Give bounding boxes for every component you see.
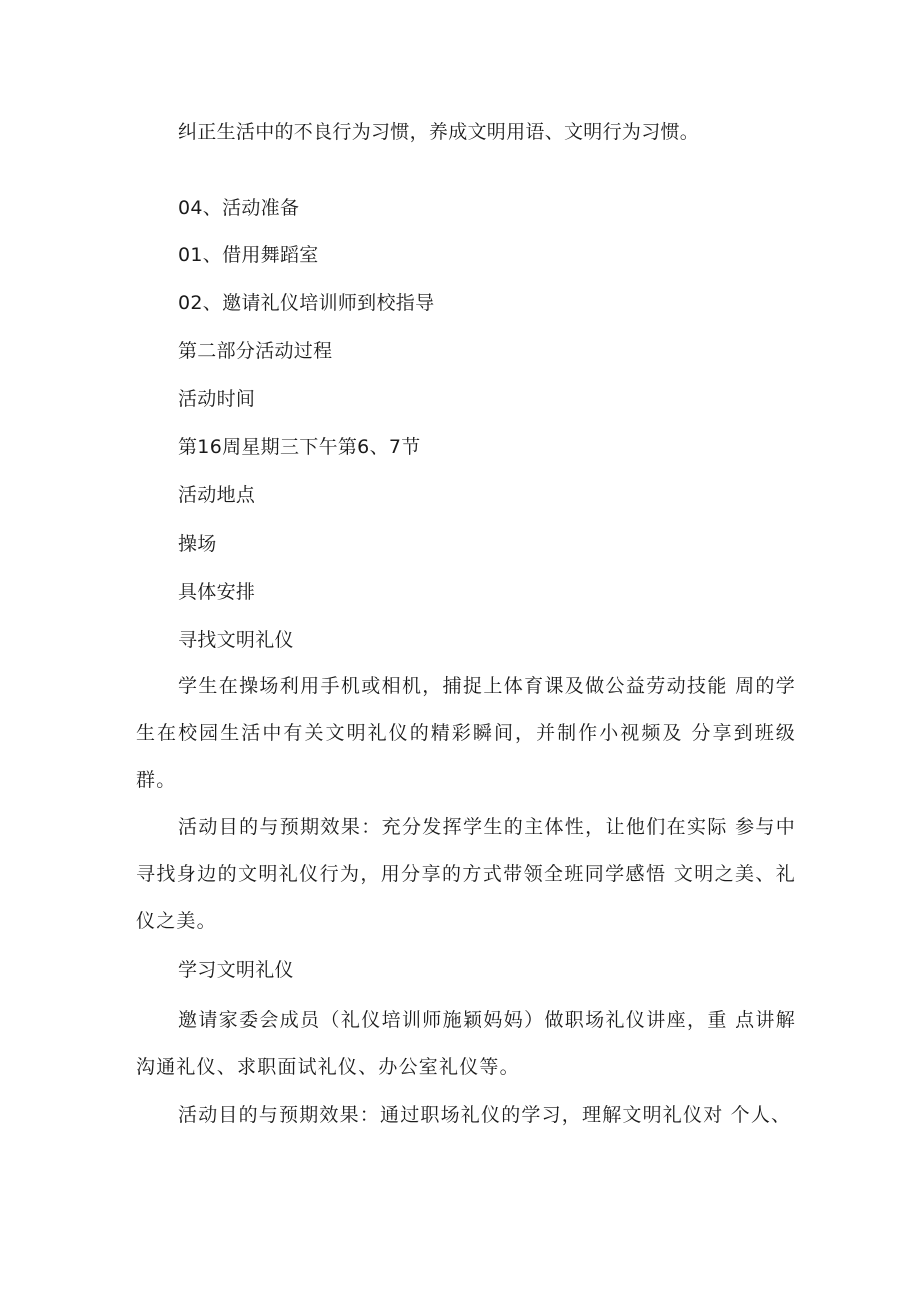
section-1-body: 学生在操场利用手机或相机，捕捉上体育课及做公益劳动技能 周的学生在校园生活中有关文明礼仪的精彩瞬间，并制作小视频及 分享到班级群。 [136, 675, 796, 791]
place-label: 活动地点 [178, 484, 256, 506]
section-1-goal: 活动目的与预期效果：充分发挥学生的主体性，让他们在实际 参与中寻找身边的文明礼仪行为，用分享的方式带领全班同学感悟 文明之美、礼仪之美。 [136, 816, 796, 932]
section-1-title: 寻找文明礼仪 [178, 629, 294, 651]
intro-line: 纠正生活中的不良行为习惯，养成文明用语、文明行为习惯。 [178, 121, 700, 143]
section-2-goal: 活动目的与预期效果：通过职场礼仪的学习，理解文明礼仪对 个人、 [178, 1104, 792, 1126]
section-2-body: 邀请家委会成员（礼仪培训师施颖妈妈）做职场礼仪讲座，重 点讲解沟通礼仪、求职面试礼仪、办公室礼仪等。 [136, 1009, 796, 1078]
section-2-title: 学习文明礼仪 [178, 959, 294, 981]
prep-item-2: 02、邀请礼仪培训师到校指导 [178, 292, 435, 314]
prep-item-1: 01、借用舞蹈室 [178, 244, 319, 266]
arrangement-label: 具体安排 [178, 581, 256, 603]
time-label: 活动时间 [178, 388, 256, 410]
part-two-heading: 第二部分活动过程 [178, 340, 333, 362]
time-value: 第16周星期三下午第6、7节 [178, 436, 421, 458]
place-value: 操场 [178, 533, 217, 555]
prep-heading: 04、活动准备 [178, 197, 300, 219]
